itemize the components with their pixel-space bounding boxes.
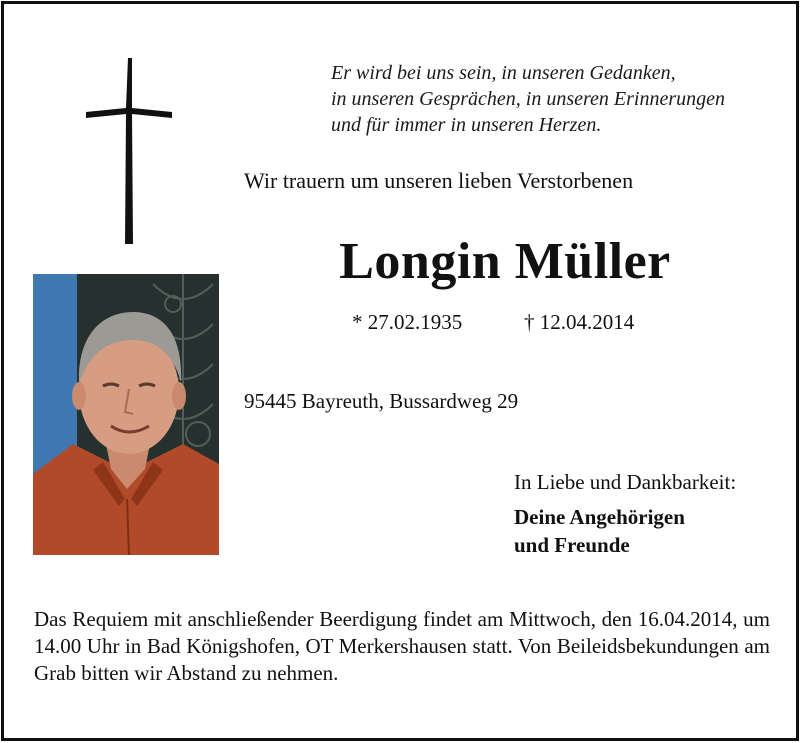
portrait-photo — [33, 274, 219, 555]
deceased-address: 95445 Bayreuth, Bussardweg 29 — [244, 389, 519, 413]
quote-line: und für immer in unseren Herzen. — [331, 114, 602, 136]
closing-thanks: In Liebe und Dankbarkeit: — [514, 470, 737, 494]
cross-icon — [84, 56, 174, 246]
memorial-quote — [331, 60, 725, 138]
signers — [514, 503, 685, 559]
quote-line: Er wird bei uns sein, in unseren Gedanken, — [331, 62, 676, 84]
signer-line: Deine Angehörigen — [514, 505, 685, 529]
death-date: † 12.04.2014 — [524, 310, 635, 334]
deceased-name: Longin Müller — [339, 233, 671, 290]
funeral-notice: Das Requiem mit anschließender Beerdigung findet am Mittwoch, den 16.04.2014, um 14.00 Uhr in Bad Königshofen, OT Merkershausen statt. Von Beileidsbekundungen am Grab bitten wir Abstand zu nehmen. — [34, 607, 770, 685]
birth-date: * 27.02.1935 — [352, 310, 463, 334]
portrait-illustration — [33, 274, 219, 555]
mourning-intro: Wir trauern um unseren lieben Verstorbenen — [244, 168, 634, 193]
signer-line: und Freunde — [514, 533, 630, 557]
quote-line: in unseren Gesprächen, in unseren Erinnerungen — [331, 88, 726, 110]
